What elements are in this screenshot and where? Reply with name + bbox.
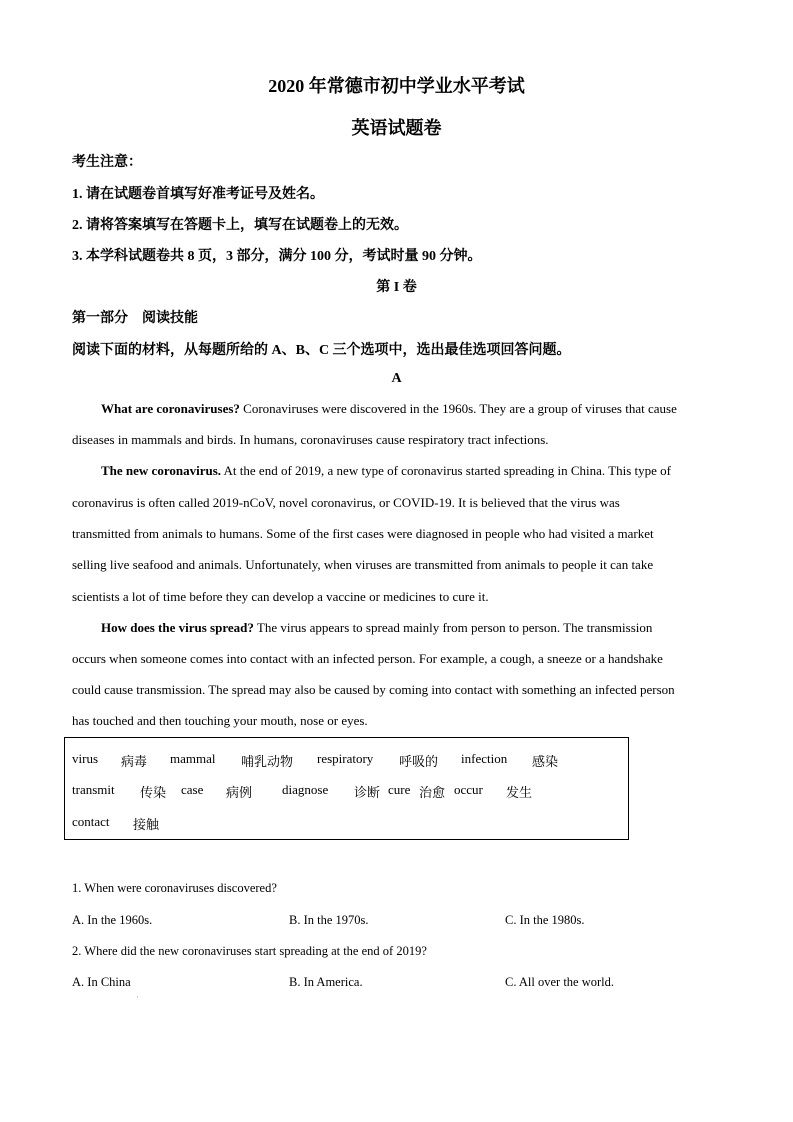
exam-title: 2020 年常德市初中学业水平考试 [268, 76, 525, 96]
passage-line: occurs when someone comes into contact with an infected person. For example, a cough, a sneeze or a handshake [72, 651, 663, 666]
vocab-word: occur [454, 782, 483, 797]
part-instruction: 阅读下面的材料，从每题所给的 A、B、C 三个选项中，选出最佳选项回答问题。 [72, 343, 571, 358]
vocab-meaning: 呼吸的 [399, 754, 439, 769]
vocab-meaning: 哺乳动物 [241, 754, 294, 769]
notice-item: 3. 本学科试题卷共 8 页，3 部分，满分 100 分，考试时量 90 分钟。 [72, 249, 482, 264]
passage-label: A [391, 371, 402, 386]
paragraph-lead: The new coronavirus. [101, 463, 222, 478]
question-stem: 2. Where did the new coronaviruses start spreading at the end of 2019? [72, 944, 427, 958]
passage-line: How does the virus spread? The virus appears to spread mainly from person to person. The transmission [101, 620, 653, 635]
scan-speck: · [136, 993, 139, 1002]
paragraph-lead: What are coronaviruses? [101, 401, 240, 416]
vocab-word: diagnose [282, 782, 329, 797]
notice-item: 1. 请在试题卷首填写好准考证号及姓名。 [72, 187, 324, 202]
question-stem: 1. When were coronaviruses discovered? [72, 881, 277, 895]
vocab-meaning: 病毒 [121, 754, 148, 769]
part-title: 第一部分 阅读技能 [72, 311, 198, 326]
passage-line: The new coronavirus. At the end of 2019, a new type of coronavirus started spreading in China. This type of [101, 463, 671, 478]
answer-option: B. In America. [289, 975, 363, 989]
vocab-word: case [181, 782, 204, 797]
vocabulary-box [64, 737, 629, 840]
vocab-meaning: 感染 [532, 754, 559, 769]
passage-line: scientists a lot of time before they can develop a vaccine or medicines to cure it. [72, 589, 489, 604]
answer-option: C. All over the world. [505, 975, 615, 989]
vocab-word: mammal [170, 751, 216, 766]
vocab-word: cure [388, 782, 411, 797]
vocab-word: contact [72, 814, 110, 829]
vocab-meaning: 病例 [226, 785, 253, 800]
passage-line: coronavirus is often called 2019-nCoV, novel coronavirus, or COVID-19. It is believed that the virus was [72, 495, 620, 510]
notice-item: 2. 请将答案填写在答题卡上，填写在试题卷上的无效。 [72, 218, 408, 233]
answer-option: A. In China [72, 975, 131, 989]
passage-line: What are coronaviruses? Coronaviruses were discovered in the 1960s. They are a group of viruses that cause [101, 401, 677, 416]
passage-line: could cause transmission. The spread may also be caused by coming into contact with something an infected person [72, 682, 675, 697]
vocab-meaning: 治愈 [419, 785, 446, 800]
passage-line: diseases in mammals and birds. In humans, coronaviruses cause respiratory tract infections. [72, 432, 549, 447]
vocab-meaning: 接触 [133, 817, 160, 832]
vocab-meaning: 诊断 [354, 785, 381, 800]
exam-subtitle: 英语试题卷 [351, 118, 442, 138]
passage-line: transmitted from animals to humans. Some of the first cases were diagnosed in people who had visited a market [72, 526, 654, 541]
passage-line: has touched and then touching your mouth, nose or eyes. [72, 713, 368, 728]
notice-heading: 考生注意： [72, 155, 142, 170]
answer-option: B. In the 1970s. [289, 913, 369, 927]
answer-option: C. In the 1980s. [505, 913, 585, 927]
vocab-meaning: 发生 [506, 785, 533, 800]
vocab-meaning: 传染 [140, 785, 167, 800]
vocab-word: respiratory [317, 751, 374, 766]
answer-option: A. In the 1960s. [72, 913, 153, 927]
vocab-word: transmit [72, 782, 115, 797]
passage-line: selling live seafood and animals. Unfortunately, when viruses are transmitted from animals to people it can take [72, 557, 654, 572]
paragraph-lead: How does the virus spread? [101, 620, 254, 635]
vocab-word: virus [72, 751, 98, 766]
volume-label: 第 I 卷 [376, 280, 417, 295]
vocab-word: infection [461, 751, 508, 766]
